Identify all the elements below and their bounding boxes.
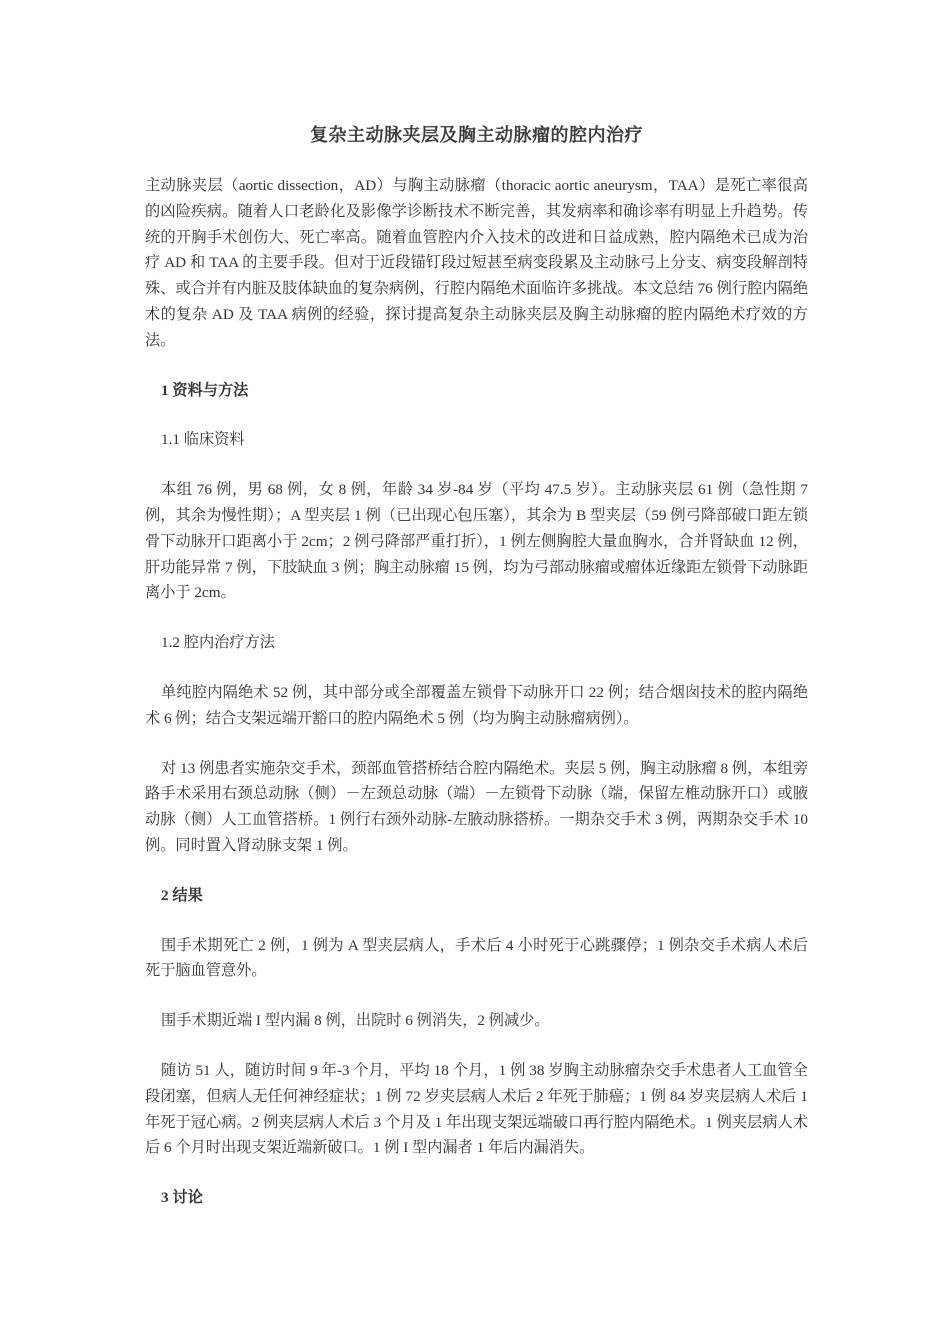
results-paragraph-1: 围手术期死亡 2 例，1 例为 A 型夹层病人，手术后 4 小时死于心跳骤停；1 例杂交手术病人术后死于脑血管意外。: [145, 936, 808, 980]
treatment-paragraph-2: 对 13 例患者实施杂交手术，颈部血管搭桥结合腔内隔绝术。夹层 5 例，胸主动脉瘤 8 例，本组旁路手术采用右颈总动脉（侧）－左颈总动脉（端）－左锁骨下动脉（端，保留左椎动脉开口）或腋动脉（侧）人工血管搭桥。1 例行右颈外动脉-左腋动脉搭桥。一期杂交手术 3 例，两期杂交手术 10 例。同时置入肾动脉支架 1 例。: [145, 759, 808, 854]
treatment-paragraph-1: 单纯腔内隔绝术 52 例，其中部分或全部覆盖左锁骨下动脉开口 22 例；结合烟囱技术的腔内隔绝术 6 例；结合支架远端开豁口的腔内隔绝术 5 例（均为胸主动脉瘤病例）。: [145, 683, 808, 727]
section-heading-methods: 1 资料与方法: [161, 381, 249, 399]
clinical-data-paragraph: 本组 76 例，男 68 例，女 8 例，年龄 34 岁-84 岁（平均 47.5 岁）。主动脉夹层 61 例（急性期 7 例，其余为慢性期）；A 型夹层 1 例（已出现心包压塞），其余为 B 型夹层（59 例弓降部破口距左锁骨下动脉开口距离小于 2cm；2 例弓降部严重打折），1 例左侧胸腔大量血胸水，合并肾缺血 12 例，肝功能异常 7 例，下肢缺血 3 例；胸主动脉瘤 15 例，均为弓部动脉瘤或瘤体近缘距左锁骨下动脉距离小于 2cm。: [145, 481, 808, 602]
document-page: [145, 0, 808, 1211]
results-paragraph-3: 随访 51 人，随访时间 9 年-3 个月，平均 18 个月，1 例 38 岁胸主动脉瘤杂交手术患者人工血管全段闭塞，但病人无任何神经症状；1 例 72 岁夹层病人术后 2 年死于肺癌；1 例 84 岁夹层病人术后 1 年死于冠心病。2 例夹层病人术后 3 个月及 1 年出现支架远端破口再行腔内隔绝术。1 例夹层病人术后 6 个月时出现支架近端新破口。1 例 I 型内漏者 1 年后内漏消失。: [145, 1061, 808, 1157]
intro-paragraph: 主动脉夹层（aortic dissection，AD）与胸主动脉瘤（thoracic aortic aneurysm，TAA）是死亡率很高的凶险疾病。随着人口老龄化及影像学诊断技术不断完善，其发病率和确诊率有明显上升趋势。传统的开胸手术创伤大、死亡率高。随着血管腔内介入技术的改进和日益成熟，腔内隔绝术已成为治疗 AD 和 TAA 的主要手段。但对于近段锚钉段过短甚至病变段累及主动脉弓上分支、病变段解剖特殊、或合并有内脏及肢体缺血的复杂病例，行腔内隔绝术面临许多挑战。本文总结 76 例行腔内隔绝术的复杂 AD 及 TAA 病例的经验，探讨提高复杂主动脉夹层及胸主动脉瘤的腔内隔绝术疗效的方法。: [145, 177, 808, 349]
document-title: 复杂主动脉夹层及胸主动脉瘤的腔内治疗: [310, 125, 643, 146]
subsection-heading-clinical-data: 1.1 临床资料: [161, 431, 245, 449]
results-paragraph-2: 围手术期近端 I 型内漏 8 例，出院时 6 例消失，2 例减少。: [161, 1012, 550, 1030]
section-heading-results: 2 结果: [161, 886, 203, 904]
subsection-heading-treatment-methods: 1.2 腔内治疗方法: [161, 634, 275, 652]
section-heading-discussion: 3 讨论: [161, 1189, 203, 1207]
